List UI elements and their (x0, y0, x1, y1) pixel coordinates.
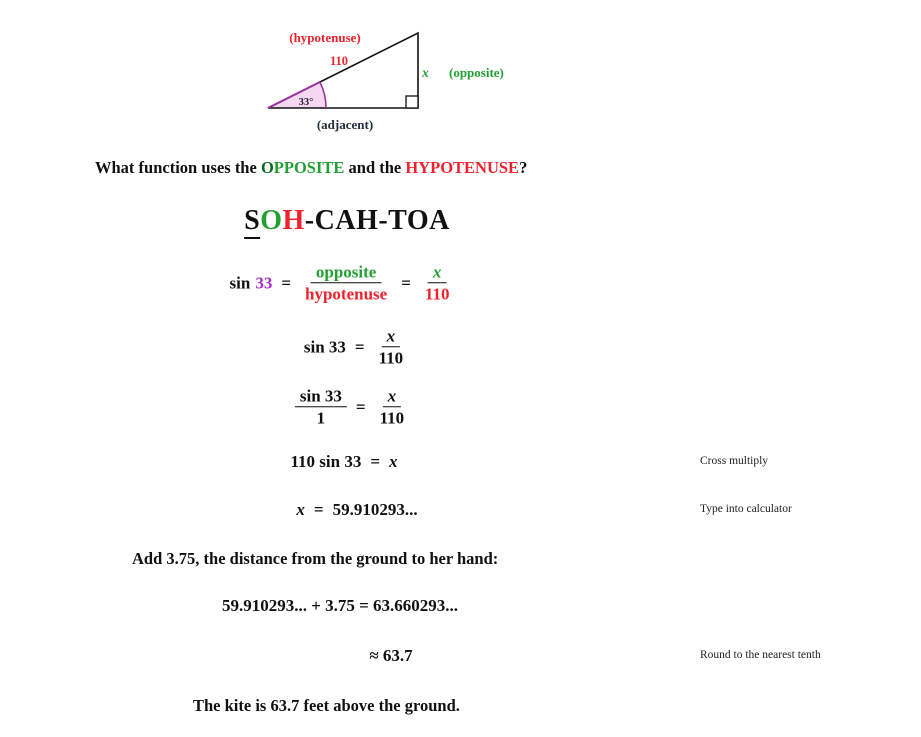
eq1-numerator-opposite: opposite (311, 261, 381, 283)
eq2-denominator: 110 (378, 348, 404, 368)
eq5-equals: = (313, 500, 324, 519)
eq1-numerator-x: x (428, 261, 447, 283)
eq5-lhs: x (296, 500, 305, 519)
hypotenuse-value-label: 110 (329, 54, 349, 68)
eq1-denominator-110: 110 (424, 284, 450, 304)
equation-sum (222, 596, 458, 616)
question-text-1: What function uses the (95, 158, 261, 177)
annotation-round-tenth: Round to the nearest tenth (700, 649, 821, 661)
eq2-equals: = (354, 337, 365, 356)
question-text-3: ? (519, 158, 528, 177)
sin-function: sin (229, 273, 251, 292)
eq1-angle: 33 (255, 273, 273, 292)
angle-value-label: 33° (298, 97, 314, 108)
question-line (95, 158, 527, 178)
opposite-hypotenuse-fraction (300, 261, 392, 305)
equation-cross-multiply-setup (295, 385, 409, 429)
eq5-rhs: 59.910293... (332, 500, 418, 519)
eq1-denominator-hypotenuse: hypotenuse (305, 284, 388, 304)
sum-equation-text: 59.910293... + 3.75 = 63.660293... (221, 596, 459, 615)
equation-sin-x-over-110 (304, 325, 408, 369)
hypotenuse-word: HYPOTENUSE (405, 158, 520, 177)
right-triangle-diagram (250, 20, 520, 135)
eq1-equals: = (281, 273, 292, 292)
annotation-type-into-calculator: Type into calculator (700, 503, 792, 515)
add-height-instruction: Add 3.75, the distance from the ground to her hand: (132, 549, 499, 568)
eq3-left-fraction (295, 385, 347, 429)
mnemonic-s: S (244, 205, 260, 239)
equation-sin-ratio (230, 261, 455, 305)
adjacent-label: (adjacent) (316, 117, 374, 132)
x-over-110-fraction (420, 261, 455, 305)
mnemonic-h: H (282, 205, 305, 236)
eq3-equals: = (355, 397, 366, 416)
equation-calculator-result (296, 500, 417, 520)
eq3-left-denominator: 1 (316, 408, 326, 428)
opposite-word-rest: PPOSITE (273, 158, 345, 177)
eq2-lhs: sin 33 (303, 337, 346, 356)
eq3-right-fraction (375, 385, 410, 429)
eq3-right-numerator: x (383, 385, 402, 407)
soh-cah-toa-mnemonic (244, 205, 450, 237)
eq2-fraction (374, 325, 409, 369)
right-angle-marker (406, 96, 418, 108)
eq1-equals-2: = (401, 273, 411, 292)
opposite-label: (opposite) (449, 65, 504, 80)
eq4-rhs: x (389, 452, 398, 471)
eq1-lhs (230, 273, 273, 293)
opposite-word-initial: O (260, 158, 274, 177)
eq2-numerator: x (382, 325, 401, 347)
question-text-2: and the (344, 158, 406, 177)
conclusion-sentence: The kite is 63.7 feet above the ground. (193, 696, 460, 715)
hypotenuse-label: (hypotenuse) (289, 30, 361, 45)
eq3-left-numerator: sin 33 (295, 385, 347, 407)
eq3-right-denominator: 110 (379, 408, 405, 428)
mnemonic-o: O (260, 205, 283, 236)
eq4-equals: = (370, 452, 381, 471)
opposite-variable-label: x (422, 65, 429, 80)
mnemonic-rest: -CAH-TOA (304, 205, 450, 236)
equation-cross-multiplied (290, 452, 397, 472)
eq4-lhs: 110 sin 33 (290, 452, 362, 471)
annotation-cross-multiply: Cross multiply (700, 455, 769, 467)
approx-text: ≈ 63.7 (369, 646, 413, 665)
equation-approximation (369, 646, 412, 666)
